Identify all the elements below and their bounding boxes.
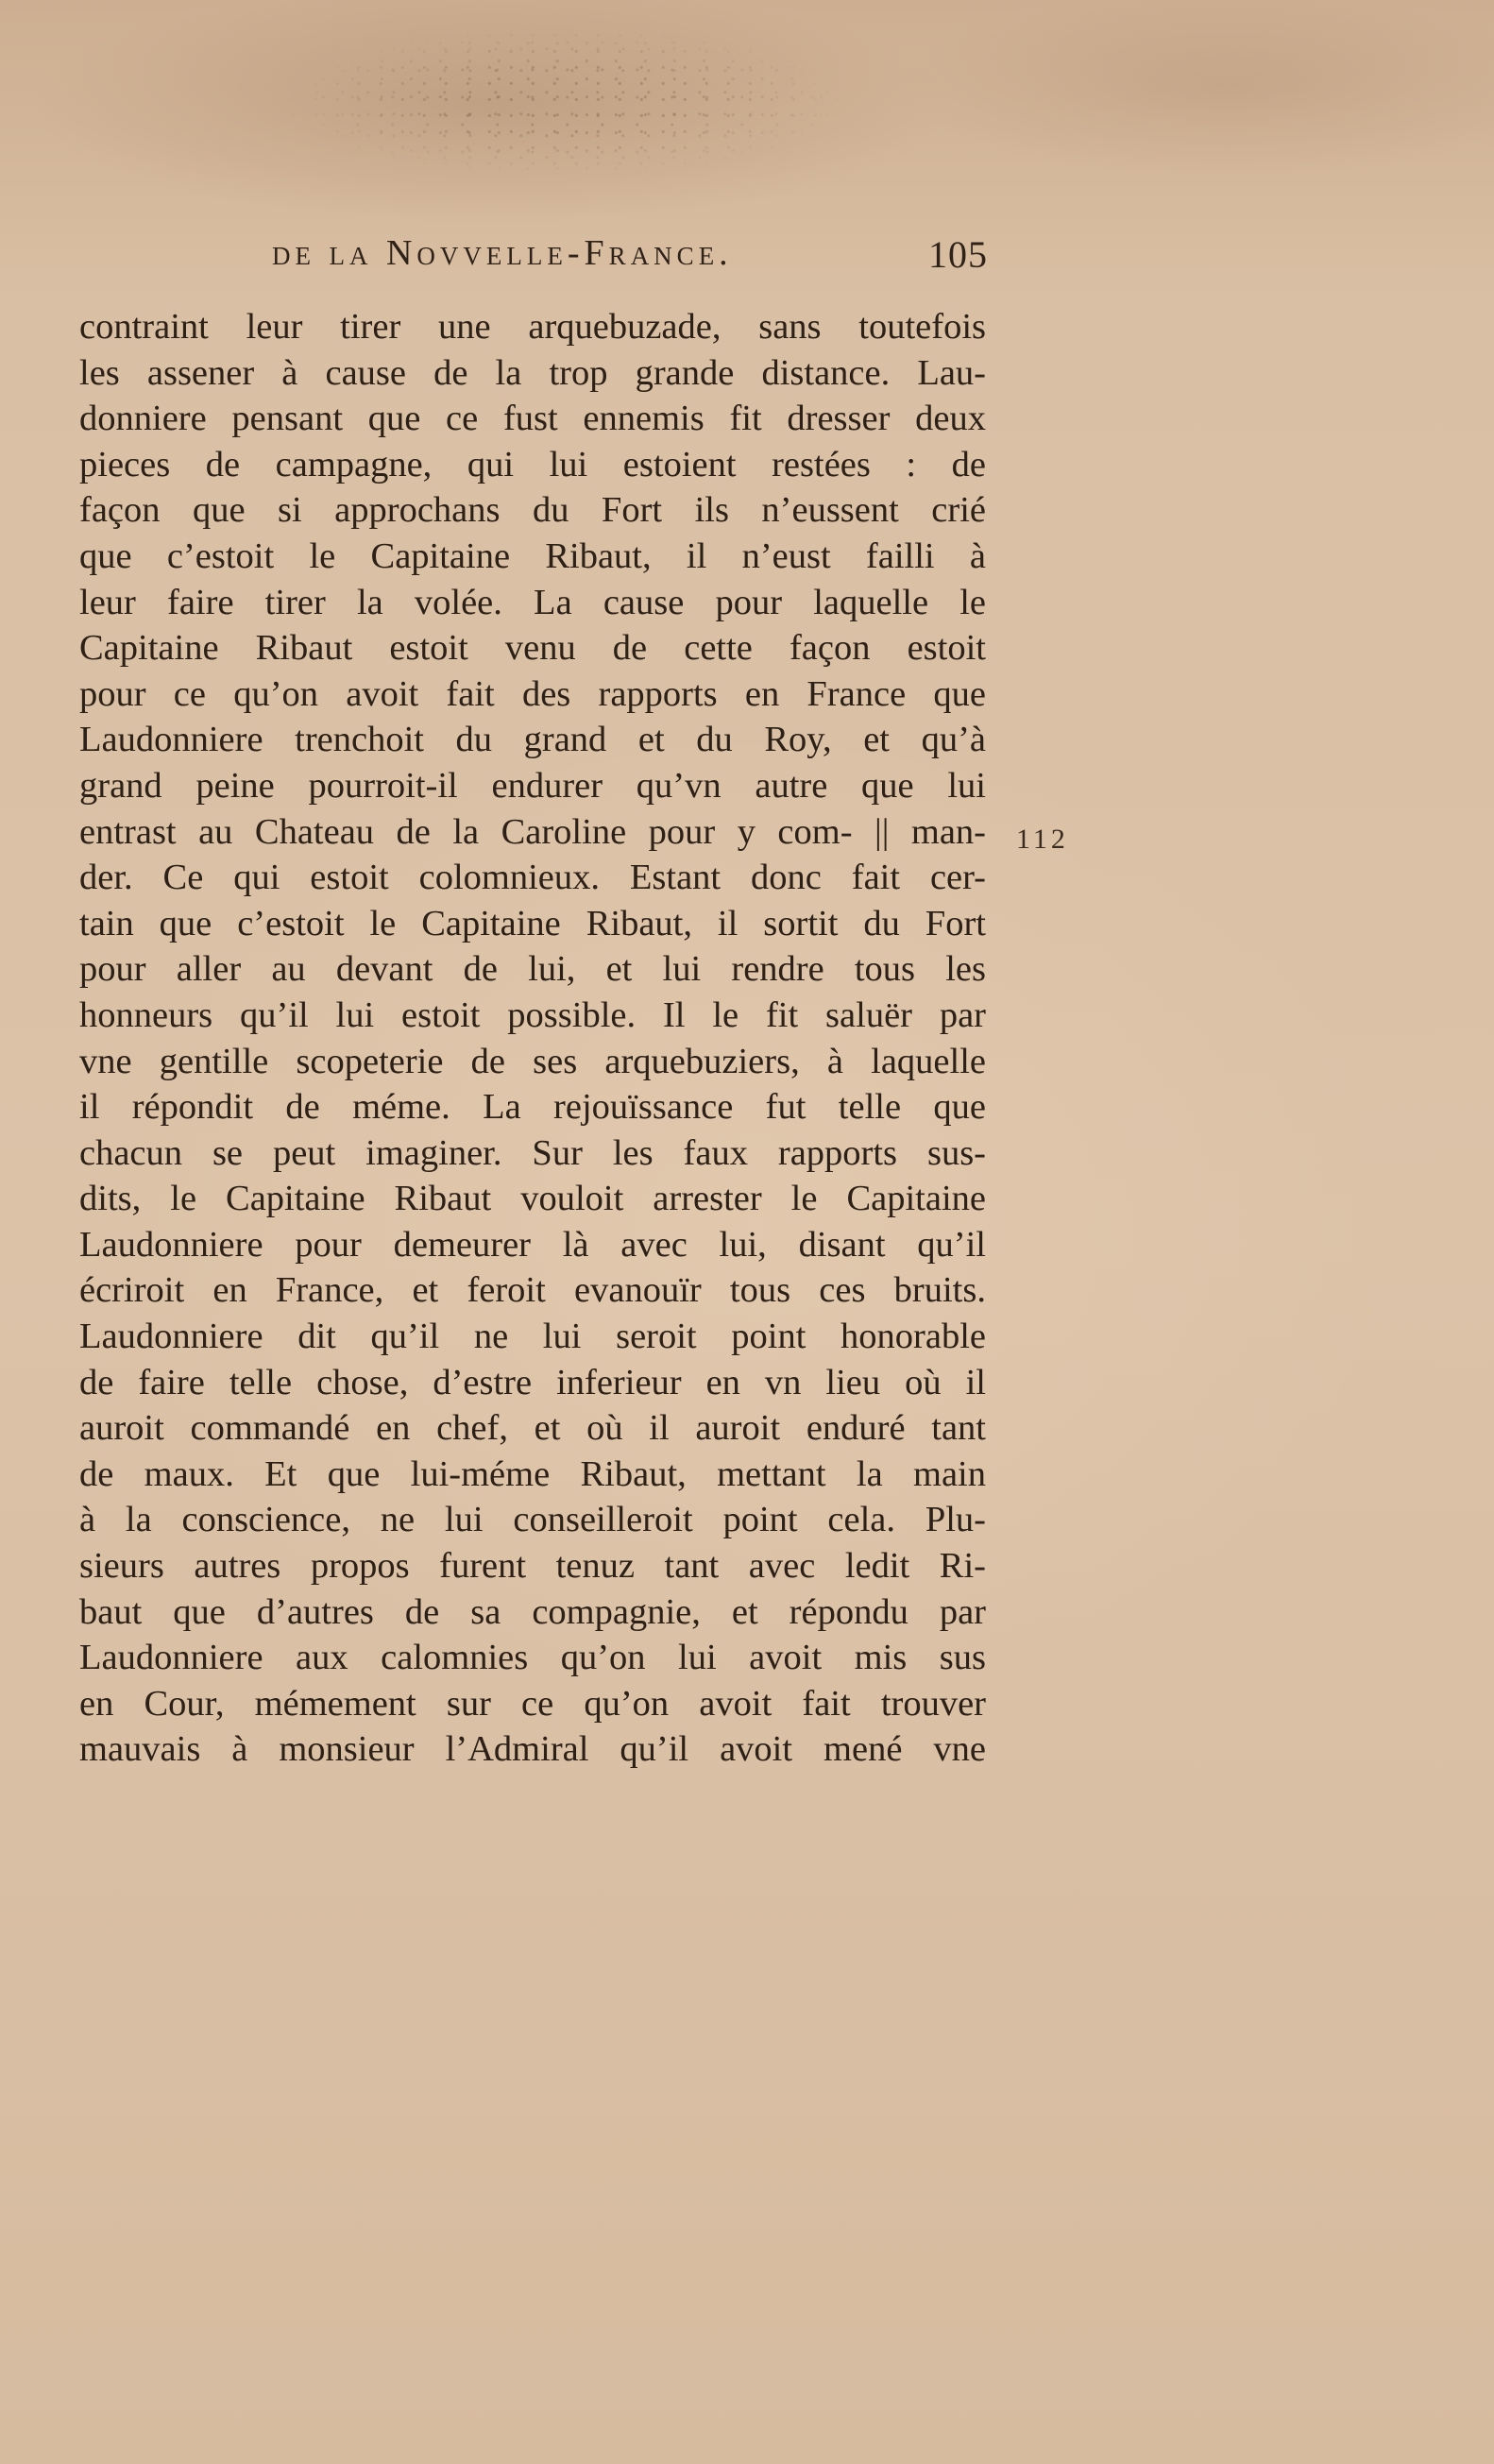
text-line: Laudonniere dit qu’il ne lui seroit point honorable bbox=[79, 1317, 986, 1357]
running-head bbox=[272, 232, 1027, 281]
text-line: que c’estoit le Capitaine Ribaut, il n’eust failli à bbox=[79, 535, 986, 576]
text-line: les assener à cause de la trop grande distance. Lau- bbox=[79, 352, 986, 393]
text-line: Capitaine Ribaut estoit venu de cette façon estoit bbox=[79, 628, 986, 669]
text-line: contraint leur tirer une arquebuzade, sans toutefois bbox=[79, 307, 986, 347]
text-line: pour aller au devant de lui, et lui rendre tous les bbox=[79, 949, 986, 990]
foxing-stain bbox=[227, 0, 982, 227]
text-line: Laudonniere aux calomnies qu’on lui avoit mis sus bbox=[79, 1638, 986, 1678]
body-text bbox=[79, 304, 986, 1773]
text-line: il répondit de méme. La rejouïssance fut telle que bbox=[79, 1087, 986, 1128]
text-line: donniere pensant que ce fust ennemis fit dresser deux bbox=[79, 399, 986, 439]
text-line: dits, le Capitaine Ribaut vouloit arrester le Capitaine bbox=[79, 1179, 986, 1219]
text-line: à la conscience, ne lui conseilleroit point cela. Plu- bbox=[79, 1500, 986, 1540]
text-line: auroit commandé en chef, et où il auroit enduré tant bbox=[79, 1408, 986, 1449]
text-line: tain que c’estoit le Capitaine Ribaut, il sortit du Fort bbox=[79, 903, 986, 943]
text-line: honneurs qu’il lui estoit possible. Il le fit saluër par bbox=[79, 994, 986, 1035]
text-line: entrast au Chateau de la Caroline pour y com- || man- bbox=[79, 811, 986, 852]
text-line: pour ce qu’on avoit fait des rapports en France que bbox=[79, 673, 986, 714]
text-line: de faire telle chose, d’estre inferieur en vn lieu où il bbox=[79, 1362, 986, 1402]
text-line: vne gentille scopeterie de ses arquebuziers, à laquelle bbox=[79, 1041, 986, 1081]
margin-page-reference: 112 bbox=[1016, 824, 1069, 855]
text-line: leur faire tirer la volée. La cause pour laquelle le bbox=[79, 582, 986, 622]
text-line: baut que d’autres de sa compagnie, et répondu par bbox=[79, 1591, 986, 1632]
page-number: 105 bbox=[928, 233, 988, 276]
running-head-title: de la Novvelle-France. bbox=[272, 233, 733, 273]
text-line: sieurs autres propos furent tenuz tant avec ledit Ri- bbox=[79, 1546, 986, 1587]
text-line: Laudonniere pour demeurer là avec lui, disant qu’il bbox=[79, 1224, 986, 1265]
text-line: en Cour, mémement sur ce qu’on avoit fait trouver bbox=[79, 1683, 986, 1724]
text-line: façon que si approchans du Fort ils n’eussent crié bbox=[79, 490, 986, 531]
text-line: mauvais à monsieur l’Admiral qu’il avoit mené vne bbox=[79, 1729, 986, 1770]
text-line: pieces de campagne, qui lui estoient restées : de bbox=[79, 444, 986, 484]
text-line: chacun se peut imaginer. Sur les faux rapports sus- bbox=[79, 1132, 986, 1173]
text-line: grand peine pourroit-il endurer qu’vn autre que lui bbox=[79, 765, 986, 806]
text-line: Laudonniere trenchoit du grand et du Roy, et qu’à bbox=[79, 720, 986, 760]
text-line: der. Ce qui estoit colomnieux. Estant donc fait cer- bbox=[79, 858, 986, 898]
text-line: de maux. Et que lui-méme Ribaut, mettant la main bbox=[79, 1453, 986, 1494]
text-line: écriroit en France, et feroit evanouïr tous ces bruits. bbox=[79, 1270, 986, 1311]
